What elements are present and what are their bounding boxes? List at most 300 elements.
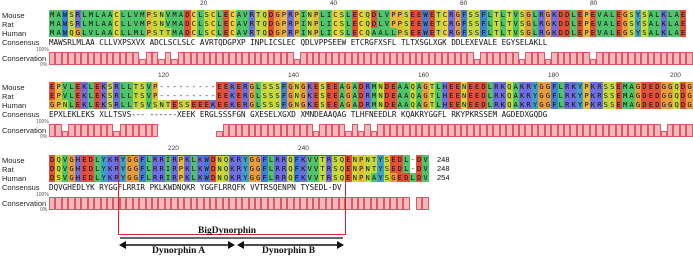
residue: K <box>230 91 235 100</box>
residue: E <box>204 100 209 109</box>
residue: G <box>661 82 666 91</box>
residue: T <box>256 10 261 19</box>
residue: L <box>668 28 673 37</box>
residue: A <box>513 91 518 100</box>
residue: F <box>262 173 267 182</box>
residue: L <box>346 28 351 37</box>
residue: L <box>95 10 100 19</box>
residue: T <box>429 91 435 100</box>
residue: M <box>133 28 139 37</box>
residue: K <box>552 10 557 19</box>
residue: S <box>107 100 113 109</box>
residue: K <box>230 82 235 91</box>
residue: S <box>320 91 325 100</box>
residue: L <box>256 100 261 109</box>
residue: E <box>449 91 454 100</box>
residue: A <box>101 10 106 19</box>
dynorphin-a-arrowhead-left <box>119 241 126 249</box>
residue: V <box>307 164 312 173</box>
residue: A <box>339 91 345 100</box>
residue: N <box>378 91 383 100</box>
residue: E <box>590 10 596 19</box>
residue: I <box>165 173 171 182</box>
residue: Q <box>365 10 370 19</box>
residue: R <box>597 91 602 100</box>
residue: P <box>281 10 287 19</box>
residue: W <box>62 28 68 37</box>
residue: W <box>423 19 428 28</box>
residue: S <box>275 100 280 109</box>
residue: D <box>565 10 570 19</box>
residue: G <box>622 28 628 37</box>
residue: E <box>217 82 222 91</box>
residue: S <box>69 10 74 19</box>
residue: L <box>69 100 74 109</box>
residue: E <box>223 91 229 100</box>
residue: E <box>313 82 319 91</box>
residue: G <box>622 10 628 19</box>
residue: V <box>165 10 171 19</box>
sequence-mouse <box>49 10 686 19</box>
residue: L <box>410 173 415 182</box>
residue: E <box>429 19 435 28</box>
residue: - <box>191 91 196 100</box>
residue: K <box>552 19 557 28</box>
residue: L <box>558 91 563 100</box>
residue: K <box>101 100 106 109</box>
residue: L <box>198 28 203 37</box>
residue: Q <box>674 82 679 91</box>
residue: S <box>178 100 184 109</box>
residue: L <box>95 164 100 173</box>
residue: K <box>500 91 505 100</box>
residue: L <box>146 164 151 173</box>
residue: S <box>153 28 158 37</box>
residue: N <box>352 173 357 182</box>
residue: G <box>249 91 254 100</box>
residue: N <box>294 100 299 109</box>
residue: R <box>153 173 158 182</box>
residue: E <box>75 100 81 109</box>
residue: E <box>616 82 621 91</box>
residue: S <box>339 28 345 37</box>
residue: L <box>88 82 93 91</box>
residue: T <box>256 19 261 28</box>
residue: T <box>133 82 139 91</box>
residue: D <box>642 100 647 109</box>
residue: R <box>326 164 332 173</box>
residue: D <box>268 19 274 28</box>
residue: P <box>56 91 61 100</box>
residue: H <box>442 100 448 109</box>
residue: L <box>610 10 615 19</box>
residue: P <box>359 155 364 164</box>
residue: R <box>281 173 287 182</box>
residue: K <box>571 82 576 91</box>
residue: N <box>352 164 357 173</box>
residue: I <box>165 164 171 173</box>
residue: I <box>165 155 171 164</box>
residue: Q <box>56 164 61 173</box>
residue: D <box>50 155 55 164</box>
residue: R <box>494 91 499 100</box>
residue: L <box>532 19 538 28</box>
residue: G <box>526 19 531 28</box>
residue: R <box>249 10 254 19</box>
residue: K <box>661 19 666 28</box>
row-label-rat: Rat <box>2 20 14 29</box>
residue: P <box>178 155 184 164</box>
residue: G <box>545 19 551 28</box>
residue: L <box>500 28 505 37</box>
residue: P <box>397 19 402 28</box>
residue: M <box>140 19 145 28</box>
residue: L <box>268 164 274 173</box>
residue: A <box>629 82 634 91</box>
residue: T <box>507 19 512 28</box>
residue: P <box>56 100 61 109</box>
residue: - <box>178 82 184 91</box>
residue: E <box>346 164 351 173</box>
residue: V <box>62 91 68 100</box>
residue: A <box>674 10 679 19</box>
annotation-arrows <box>0 145 684 256</box>
residue: A <box>648 28 654 37</box>
residue: T <box>436 10 441 19</box>
residue: G <box>346 91 351 100</box>
residue: S <box>268 91 274 100</box>
residue: D <box>384 82 390 91</box>
residue: E <box>391 82 396 91</box>
residue: - <box>159 82 164 91</box>
residue: S <box>610 91 615 100</box>
residue: R <box>114 155 119 164</box>
residue: G <box>687 91 692 100</box>
ruler-block-1 <box>0 0 684 10</box>
residue: E <box>416 28 422 37</box>
residue: E <box>82 164 87 173</box>
residue: Y <box>635 28 641 37</box>
residue: - <box>198 82 203 91</box>
residue: E <box>50 82 55 91</box>
residue: E <box>352 28 357 37</box>
residue: L <box>88 100 93 109</box>
residue: H <box>442 91 448 100</box>
residue: T <box>507 10 512 19</box>
residue: R <box>288 19 293 28</box>
residue: G <box>249 100 254 109</box>
residue: R <box>281 164 287 173</box>
residue: L <box>95 155 100 164</box>
residue: D <box>565 28 570 37</box>
residue: N <box>352 155 357 164</box>
ruler-tick-label: 80 <box>590 0 598 7</box>
residue: F <box>294 155 299 164</box>
residue: W <box>204 173 209 182</box>
residue: L <box>120 28 126 37</box>
residue: F <box>462 10 467 19</box>
residue: C <box>442 19 448 28</box>
residue: S <box>339 10 345 19</box>
residue: L <box>127 10 132 19</box>
residue: S <box>468 10 473 19</box>
residue: A <box>101 19 106 28</box>
residue: E <box>223 82 229 91</box>
residue: - <box>410 155 415 164</box>
residue: C <box>210 10 216 19</box>
residue: D <box>680 100 686 109</box>
residue: W <box>204 164 209 173</box>
residue: R <box>249 19 254 28</box>
residue: D <box>655 91 660 100</box>
residue: D <box>404 173 409 182</box>
residue: S <box>262 100 267 109</box>
residue: S <box>474 28 480 37</box>
residue: T <box>320 155 325 164</box>
residue: S <box>333 164 338 173</box>
residue: P <box>178 164 184 173</box>
residue: E <box>223 28 229 37</box>
residue: L <box>655 28 660 37</box>
residue: F <box>262 155 267 164</box>
residue: H <box>442 82 448 91</box>
residue: M <box>50 28 55 37</box>
residue: E <box>474 100 480 109</box>
residue: L <box>320 10 325 19</box>
residue: V <box>146 91 151 100</box>
residue: L <box>140 28 145 37</box>
residue: F <box>281 100 287 109</box>
pct-0-label: 0% <box>40 62 48 68</box>
residue: D <box>88 164 93 173</box>
residue: G <box>69 173 74 182</box>
residue: G <box>687 82 692 91</box>
ruler-tick-label: 120 <box>158 72 169 79</box>
residue: R <box>75 10 81 19</box>
residue: D <box>359 100 364 109</box>
residue: K <box>185 155 190 164</box>
residue: L <box>268 173 274 182</box>
residue: K <box>198 173 203 182</box>
dynorphin-b-label: Dynorphin B <box>262 246 316 256</box>
residue: A <box>603 19 608 28</box>
residue: L <box>558 82 563 91</box>
residue: T <box>494 19 499 28</box>
residue: A <box>513 82 518 91</box>
residue: G <box>256 164 261 173</box>
residue: G <box>75 28 81 37</box>
residue: E <box>680 10 686 19</box>
residue: L <box>487 10 493 19</box>
residue: L <box>82 28 87 37</box>
residue: A <box>648 10 654 19</box>
residue: L <box>256 82 261 91</box>
residue: A <box>404 91 409 100</box>
residue: K <box>230 164 235 173</box>
residue: C <box>442 10 448 19</box>
residue: A <box>397 82 402 91</box>
residue: E <box>313 91 319 100</box>
residue: V <box>313 173 319 182</box>
residue: R <box>526 91 531 100</box>
residue: P <box>584 100 589 109</box>
sequence-consensus: EPXLEKLEKS XLLTSVS--- ------XEEK ERGLSSSFGN GXESELXGXD XMNDEAAQAG TLHFNEEDLR KQAKRYGGFL RKYPKRSSEM AGDEDXGQDG <box>49 110 548 119</box>
residue: E <box>236 100 242 109</box>
residue: V <box>423 164 428 173</box>
residue: R <box>449 28 454 37</box>
residue: L <box>655 19 660 28</box>
residue: F <box>552 82 557 91</box>
residue: T <box>436 28 441 37</box>
residue: S <box>603 100 608 109</box>
residue: S <box>610 100 615 109</box>
row-label-mouse: Mouse <box>2 83 25 92</box>
residue: D <box>680 91 686 100</box>
residue: T <box>494 10 499 19</box>
residue: N <box>462 82 467 91</box>
residue: L <box>571 19 576 28</box>
residue: K <box>590 100 596 109</box>
residue: R <box>243 91 248 100</box>
residue: Q <box>365 28 370 37</box>
residue: R <box>526 82 531 91</box>
residue: V <box>423 173 428 182</box>
residue: K <box>571 91 576 100</box>
residue: D <box>210 173 216 182</box>
residue: P <box>146 19 151 28</box>
residue: S <box>384 173 390 182</box>
residue: L <box>487 100 493 109</box>
residue: R <box>114 173 119 182</box>
residue: G <box>545 82 551 91</box>
residue: A <box>603 10 608 19</box>
residue: P <box>281 19 287 28</box>
residue: M <box>371 82 377 91</box>
residue: D <box>359 82 364 91</box>
residue: G <box>545 91 551 100</box>
residue: K <box>82 82 87 91</box>
row-label-consensus: Consensus <box>2 110 40 119</box>
residue: G <box>127 164 132 173</box>
residue: P <box>391 10 396 19</box>
residue: E <box>455 91 460 100</box>
residue: C <box>114 28 119 37</box>
residue: G <box>127 155 132 164</box>
residue: G <box>635 100 641 109</box>
residue: Y <box>635 19 641 28</box>
residue: S <box>404 28 409 37</box>
residue: S <box>404 19 409 28</box>
residue: Q <box>339 164 345 173</box>
residue: Q <box>339 155 345 164</box>
residue: K <box>500 100 505 109</box>
residue: S <box>519 28 525 37</box>
residue: G <box>69 155 74 164</box>
residue: A <box>178 10 184 19</box>
residue: F <box>140 173 145 182</box>
residue: D <box>565 19 570 28</box>
residue: L <box>146 173 151 182</box>
residue: K <box>101 91 106 100</box>
residue: D <box>558 19 563 28</box>
residue: S <box>603 91 608 100</box>
residue: E <box>391 155 396 164</box>
residue: H <box>75 155 81 164</box>
residue: K <box>301 173 306 182</box>
residue: F <box>462 28 467 37</box>
residue: N <box>378 100 383 109</box>
residue: A <box>178 19 184 28</box>
residue: T <box>429 100 435 109</box>
dynorphin-b-arrowhead-right <box>337 241 344 249</box>
residue: D <box>481 82 486 91</box>
residue: R <box>172 164 177 173</box>
residue: K <box>107 164 113 173</box>
residue: D <box>268 28 274 37</box>
residue: R <box>159 155 164 164</box>
residue: S <box>468 19 473 28</box>
residue: G <box>275 19 280 28</box>
residue: A <box>629 91 634 100</box>
residue: L <box>69 91 74 100</box>
residue: A <box>352 91 357 100</box>
residue: T <box>371 155 377 164</box>
residue: H <box>75 173 81 182</box>
residue: L <box>610 28 615 37</box>
residue: G <box>526 28 531 37</box>
row-label-consensus: Consensus <box>2 183 40 192</box>
residue: E <box>346 173 351 182</box>
residue: L <box>82 10 87 19</box>
residue: S <box>468 28 473 37</box>
residue: G <box>668 82 673 91</box>
residue: S <box>519 10 525 19</box>
residue: E <box>616 100 621 109</box>
residue: E <box>468 91 473 100</box>
residue: V <box>62 164 68 173</box>
residue: S <box>69 19 74 28</box>
residue: K <box>552 28 557 37</box>
residue: G <box>545 10 551 19</box>
residue: C <box>230 19 235 28</box>
residue: E <box>82 155 87 164</box>
residue: S <box>474 10 480 19</box>
residue: G <box>127 173 132 182</box>
residue: K <box>590 91 596 100</box>
residue: G <box>687 100 692 109</box>
residue: L <box>346 10 351 19</box>
residue: D <box>416 173 422 182</box>
residue: L <box>120 19 126 28</box>
residue: Y <box>532 100 538 109</box>
residue: V <box>133 10 139 19</box>
residue: D <box>371 19 377 28</box>
residue: P <box>178 173 184 182</box>
residue: L <box>217 10 222 19</box>
residue: A <box>107 28 113 37</box>
residue: S <box>519 19 525 28</box>
residue: L <box>404 164 409 173</box>
residue: K <box>210 100 216 109</box>
residue: F <box>294 173 299 182</box>
residue: R <box>326 173 332 182</box>
ruler-tick-label: 240 <box>298 145 309 152</box>
residue: D <box>642 91 647 100</box>
residue: G <box>301 82 306 91</box>
residue: Y <box>532 91 538 100</box>
residue: R <box>153 155 158 164</box>
residue: L <box>120 10 126 19</box>
